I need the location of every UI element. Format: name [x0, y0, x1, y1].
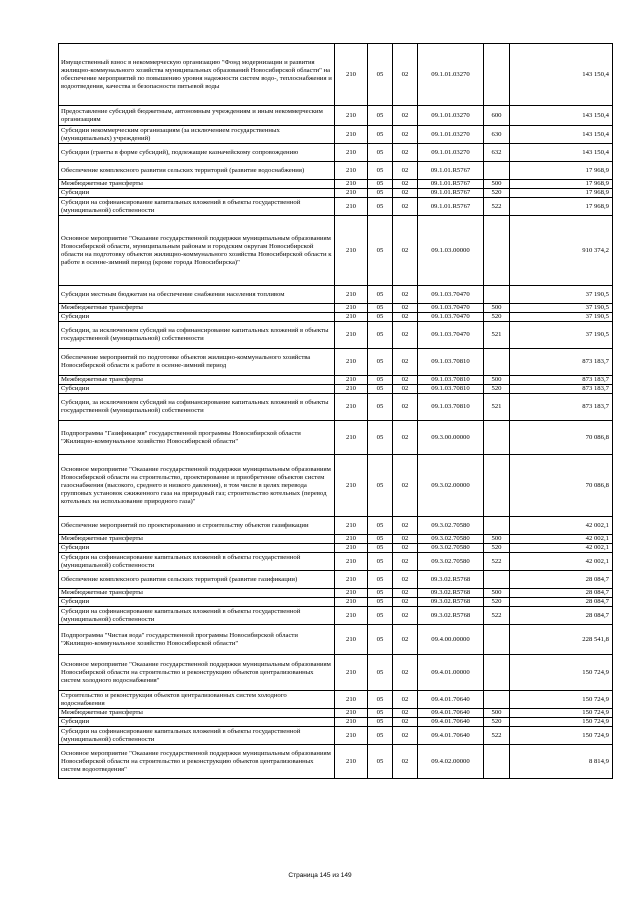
cell-ministry-code: 210: [335, 709, 368, 718]
table-row: [59, 571, 613, 589]
cell-expense-type: 522: [484, 198, 510, 216]
cell-ministry-code: 210: [335, 455, 368, 517]
cell-subsection: 02: [393, 180, 418, 189]
table-row: [59, 144, 613, 162]
cell-amount: 873 183,7: [510, 376, 613, 385]
table-row: [59, 607, 613, 625]
cell-description: Основное мероприятие "Оказание государственной поддержки муниципальным образованиям Новосибирской области на строительство и реконструкцию объектов централизованных систем водоотведения": [59, 745, 335, 779]
cell-expense-type: [484, 517, 510, 535]
cell-description: Обеспечение мероприятий по подготовке объектов жилищно-коммунального хозяйства Новосибирской области к работе в осенне-зимний период: [59, 349, 335, 376]
cell-target-article: 09.1.01.03270: [418, 44, 484, 106]
cell-section: 05: [368, 385, 393, 394]
cell-ministry-code: 210: [335, 189, 368, 198]
table-row: [59, 180, 613, 189]
cell-ministry-code: 210: [335, 216, 368, 286]
cell-target-article: 09.1.01.R5767: [418, 189, 484, 198]
cell-section: 05: [368, 126, 393, 144]
cell-section: 05: [368, 691, 393, 709]
table-row: [59, 655, 613, 691]
table-row: [59, 625, 613, 655]
cell-amount: 143 150,4: [510, 126, 613, 144]
cell-section: 05: [368, 180, 393, 189]
cell-amount: 8 814,9: [510, 745, 613, 779]
cell-subsection: 02: [393, 691, 418, 709]
cell-amount: 70 086,8: [510, 421, 613, 455]
cell-expense-type: 500: [484, 376, 510, 385]
cell-section: 05: [368, 727, 393, 745]
cell-expense-type: 520: [484, 189, 510, 198]
cell-section: 05: [368, 571, 393, 589]
cell-target-article: 09.4.01.70640: [418, 691, 484, 709]
cell-description: Субсидии: [59, 385, 335, 394]
table-row: [59, 198, 613, 216]
cell-description: Межбюджетные трансферты: [59, 589, 335, 598]
cell-target-article: 09.4.01.70640: [418, 709, 484, 718]
cell-target-article: 09.3.02.70580: [418, 517, 484, 535]
cell-target-article: 09.1.03.70470: [418, 313, 484, 322]
cell-expense-type: [484, 625, 510, 655]
cell-expense-type: [484, 349, 510, 376]
cell-section: 05: [368, 517, 393, 535]
cell-subsection: 02: [393, 313, 418, 322]
cell-section: 05: [368, 745, 393, 779]
cell-section: 05: [368, 349, 393, 376]
cell-target-article: 09.1.01.03270: [418, 126, 484, 144]
cell-amount: 28 084,7: [510, 571, 613, 589]
cell-amount: 17 968,9: [510, 180, 613, 189]
cell-target-article: 09.1.01.03270: [418, 106, 484, 126]
cell-section: 05: [368, 589, 393, 598]
cell-description: Субсидии, за исключением субсидий на софинансирование капитальных вложений в объекты государственной (муниципальной) собственности: [59, 394, 335, 421]
cell-subsection: 02: [393, 625, 418, 655]
cell-subsection: 02: [393, 535, 418, 544]
cell-expense-type: 632: [484, 144, 510, 162]
table-row: [59, 553, 613, 571]
cell-expense-type: [484, 162, 510, 180]
cell-amount: 150 724,9: [510, 655, 613, 691]
cell-ministry-code: 210: [335, 517, 368, 535]
cell-section: 05: [368, 106, 393, 126]
cell-amount: 873 183,7: [510, 349, 613, 376]
cell-description: Субсидии, за исключением субсидий на софинансирование капитальных вложений в объекты государственной (муниципальной) собственности: [59, 322, 335, 349]
cell-ministry-code: 210: [335, 313, 368, 322]
budget-table-body: [59, 44, 613, 779]
table-row: [59, 691, 613, 709]
cell-subsection: 02: [393, 517, 418, 535]
cell-target-article: 09.1.03.70810: [418, 349, 484, 376]
cell-description: Субсидии (гранты в форме субсидий), подлежащие казначейскому сопровождению: [59, 144, 335, 162]
cell-description: Обеспечение комплексного развития сельских территорий (развитие газификации): [59, 571, 335, 589]
cell-expense-type: 520: [484, 598, 510, 607]
table-row: [59, 313, 613, 322]
cell-section: 05: [368, 376, 393, 385]
cell-section: 05: [368, 598, 393, 607]
cell-expense-type: 522: [484, 553, 510, 571]
cell-target-article: 09.1.03.70470: [418, 286, 484, 304]
cell-expense-type: [484, 286, 510, 304]
table-row: [59, 162, 613, 180]
cell-amount: 42 002,1: [510, 535, 613, 544]
cell-ministry-code: 210: [335, 286, 368, 304]
cell-section: 05: [368, 607, 393, 625]
cell-target-article: 09.1.01.R5767: [418, 162, 484, 180]
cell-target-article: 09.4.01.70640: [418, 718, 484, 727]
cell-subsection: 02: [393, 745, 418, 779]
cell-target-article: 09.1.03.00000: [418, 216, 484, 286]
cell-amount: 228 541,8: [510, 625, 613, 655]
table-row: [59, 589, 613, 598]
cell-expense-type: 520: [484, 544, 510, 553]
cell-subsection: 02: [393, 421, 418, 455]
cell-expense-type: [484, 745, 510, 779]
cell-subsection: 02: [393, 216, 418, 286]
cell-expense-type: 500: [484, 180, 510, 189]
cell-ministry-code: 210: [335, 544, 368, 553]
table-row: [59, 126, 613, 144]
cell-description: Межбюджетные трансферты: [59, 376, 335, 385]
cell-amount: 910 374,2: [510, 216, 613, 286]
cell-description: Предоставление субсидий бюджетным, автономным учреждениям и иным некоммерческим организациям: [59, 106, 335, 126]
cell-subsection: 02: [393, 189, 418, 198]
cell-description: Межбюджетные трансферты: [59, 535, 335, 544]
cell-amount: 42 002,1: [510, 517, 613, 535]
cell-section: 05: [368, 655, 393, 691]
cell-target-article: 09.3.02.R5768: [418, 598, 484, 607]
budget-table: [58, 43, 613, 779]
cell-amount: 28 084,7: [510, 589, 613, 598]
cell-subsection: 02: [393, 709, 418, 718]
cell-ministry-code: 210: [335, 607, 368, 625]
cell-description: Субсидии некоммерческим организациям (за исключением государственных (муниципальных) учреждений): [59, 126, 335, 144]
table-row: [59, 517, 613, 535]
cell-expense-type: 522: [484, 727, 510, 745]
cell-description: Подпрограмма "Чистая вода" государственной программы Новосибирской области "Жилищно-коммунальное хозяйство Новосибирской области": [59, 625, 335, 655]
cell-amount: 17 968,9: [510, 198, 613, 216]
cell-target-article: 09.1.01.R5767: [418, 198, 484, 216]
cell-amount: 37 190,5: [510, 286, 613, 304]
cell-section: 05: [368, 535, 393, 544]
cell-section: 05: [368, 313, 393, 322]
cell-expense-type: 520: [484, 385, 510, 394]
cell-description: Межбюджетные трансферты: [59, 709, 335, 718]
cell-amount: 37 190,5: [510, 313, 613, 322]
cell-description: Подпрограмма "Газификация" государственной программы Новосибирской области "Жилищно-коммунальное хозяйство Новосибирской области": [59, 421, 335, 455]
cell-amount: 28 084,7: [510, 607, 613, 625]
cell-expense-type: [484, 421, 510, 455]
cell-ministry-code: 210: [335, 180, 368, 189]
cell-subsection: 02: [393, 455, 418, 517]
cell-section: 05: [368, 625, 393, 655]
table-row: [59, 709, 613, 718]
cell-target-article: 09.3.02.70580: [418, 535, 484, 544]
cell-ministry-code: 210: [335, 745, 368, 779]
table-row: [59, 376, 613, 385]
cell-section: 05: [368, 455, 393, 517]
cell-description: Субсидии на софинансирование капитальных вложений в объекты государственной (муниципальной) собственности: [59, 727, 335, 745]
cell-expense-type: 521: [484, 322, 510, 349]
cell-target-article: 09.1.03.70810: [418, 394, 484, 421]
cell-amount: 143 150,4: [510, 44, 613, 106]
cell-section: 05: [368, 189, 393, 198]
cell-section: 05: [368, 544, 393, 553]
cell-subsection: 02: [393, 126, 418, 144]
cell-expense-type: 520: [484, 718, 510, 727]
table-row: [59, 718, 613, 727]
cell-ministry-code: 210: [335, 625, 368, 655]
cell-description: Субсидии местным бюджетам на обеспечение снабжения населения топливом: [59, 286, 335, 304]
cell-description: Субсидии: [59, 718, 335, 727]
cell-target-article: 09.3.02.70580: [418, 553, 484, 571]
cell-description: Субсидии: [59, 598, 335, 607]
cell-description: Межбюджетные трансферты: [59, 180, 335, 189]
cell-section: 05: [368, 198, 393, 216]
cell-section: 05: [368, 304, 393, 313]
cell-amount: 28 084,7: [510, 598, 613, 607]
cell-expense-type: 500: [484, 304, 510, 313]
cell-amount: 143 150,4: [510, 144, 613, 162]
cell-subsection: 02: [393, 286, 418, 304]
cell-subsection: 02: [393, 598, 418, 607]
cell-subsection: 02: [393, 727, 418, 745]
cell-ministry-code: 210: [335, 322, 368, 349]
cell-amount: 873 183,7: [510, 394, 613, 421]
cell-subsection: 02: [393, 144, 418, 162]
cell-subsection: 02: [393, 376, 418, 385]
cell-ministry-code: 210: [335, 106, 368, 126]
cell-section: 05: [368, 709, 393, 718]
cell-subsection: 02: [393, 304, 418, 313]
cell-description: Субсидии на софинансирование капитальных вложений в объекты государственной (муниципальной) собственности: [59, 553, 335, 571]
cell-ministry-code: 210: [335, 553, 368, 571]
cell-expense-type: 521: [484, 394, 510, 421]
cell-target-article: 09.1.03.70470: [418, 322, 484, 349]
cell-amount: 150 724,9: [510, 718, 613, 727]
cell-subsection: 02: [393, 322, 418, 349]
cell-ministry-code: 210: [335, 421, 368, 455]
cell-amount: 17 968,9: [510, 189, 613, 198]
cell-amount: 37 190,5: [510, 322, 613, 349]
cell-amount: 37 190,5: [510, 304, 613, 313]
cell-section: 05: [368, 162, 393, 180]
cell-subsection: 02: [393, 385, 418, 394]
cell-description: Имущественный взнос в некоммерческую организацию "Фонд модернизации и развития жилищно-коммунального хозяйства муниципальных образований Новосибирской области" на обеспечение мероприятий по повышению уровня надежности систем водо-, теплоснабжения и водоотведения, качества и безопасности питьевой воды: [59, 44, 335, 106]
cell-description: Обеспечение мероприятий по проектированию и строительству объектов газификации: [59, 517, 335, 535]
cell-expense-type: 630: [484, 126, 510, 144]
cell-section: 05: [368, 718, 393, 727]
table-row: [59, 544, 613, 553]
table-row: [59, 727, 613, 745]
cell-target-article: 09.3.02.70580: [418, 544, 484, 553]
cell-subsection: 02: [393, 553, 418, 571]
cell-description: Субсидии: [59, 313, 335, 322]
cell-section: 05: [368, 421, 393, 455]
cell-ministry-code: 210: [335, 727, 368, 745]
cell-amount: 150 724,9: [510, 691, 613, 709]
table-row: [59, 385, 613, 394]
cell-description: Субсидии на софинансирование капитальных вложений в объекты государственной (муниципальной) собственности: [59, 198, 335, 216]
cell-description: Субсидии на софинансирование капитальных вложений в объекты государственной (муниципальной) собственности: [59, 607, 335, 625]
cell-target-article: 09.3.02.R5768: [418, 589, 484, 598]
cell-target-article: 09.1.03.70810: [418, 376, 484, 385]
cell-subsection: 02: [393, 544, 418, 553]
cell-target-article: 09.4.01.00000: [418, 655, 484, 691]
cell-target-article: 09.3.02.R5768: [418, 607, 484, 625]
page-content: [58, 43, 612, 779]
cell-subsection: 02: [393, 589, 418, 598]
cell-ministry-code: 210: [335, 535, 368, 544]
cell-target-article: 09.3.00.00000: [418, 421, 484, 455]
cell-ministry-code: 210: [335, 655, 368, 691]
cell-section: 05: [368, 286, 393, 304]
cell-amount: 143 150,4: [510, 106, 613, 126]
cell-subsection: 02: [393, 571, 418, 589]
cell-amount: 17 968,9: [510, 162, 613, 180]
cell-description: Строительство и реконструкция объектов централизованных систем холодного водоснабжения: [59, 691, 335, 709]
cell-ministry-code: 210: [335, 349, 368, 376]
cell-subsection: 02: [393, 718, 418, 727]
cell-section: 05: [368, 216, 393, 286]
cell-ministry-code: 210: [335, 162, 368, 180]
cell-subsection: 02: [393, 655, 418, 691]
cell-ministry-code: 210: [335, 691, 368, 709]
table-row: [59, 394, 613, 421]
cell-subsection: 02: [393, 44, 418, 106]
cell-section: 05: [368, 44, 393, 106]
cell-subsection: 02: [393, 106, 418, 126]
cell-subsection: 02: [393, 349, 418, 376]
cell-description: Основное мероприятие "Оказание государственной поддержки муниципальным образованиям Новосибирской области на строительство, проектирование и приобретение объектов систем газоснабжения (высокого, среднего и низкого давления), в том числе в целях перевода групповых установок сжиженного газа на природный газ; строительство котельных (перевод котельных на использование природного газа)": [59, 455, 335, 517]
cell-description: Основное мероприятие "Оказание государственной поддержки муниципальным образованиям Новосибирской области, муниципальным районам и городским округам Новосибирской области на подготовку объектов жилищно-коммунального хозяйства Новосибирской области к работе в осенне-зимний период (кроме города Новосибирска)": [59, 216, 335, 286]
cell-amount: 150 724,9: [510, 727, 613, 745]
cell-description: Обеспечение комплексного развития сельских территорий (развитие водоснабжения): [59, 162, 335, 180]
cell-ministry-code: 210: [335, 394, 368, 421]
cell-expense-type: 520: [484, 313, 510, 322]
cell-amount: 70 086,8: [510, 455, 613, 517]
table-row: [59, 349, 613, 376]
cell-expense-type: [484, 44, 510, 106]
cell-description: Субсидии: [59, 544, 335, 553]
cell-expense-type: 500: [484, 535, 510, 544]
cell-description: Межбюджетные трансферты: [59, 304, 335, 313]
table-row: [59, 535, 613, 544]
cell-target-article: 09.4.02.00000: [418, 745, 484, 779]
cell-ministry-code: 210: [335, 144, 368, 162]
table-row: [59, 44, 613, 106]
cell-expense-type: [484, 691, 510, 709]
cell-expense-type: [484, 455, 510, 517]
cell-subsection: 02: [393, 394, 418, 421]
cell-section: 05: [368, 322, 393, 349]
cell-ministry-code: 210: [335, 718, 368, 727]
cell-target-article: 09.1.01.R5767: [418, 180, 484, 189]
table-row: [59, 455, 613, 517]
cell-amount: 42 002,1: [510, 553, 613, 571]
cell-target-article: 09.1.03.70470: [418, 304, 484, 313]
table-row: [59, 322, 613, 349]
table-row: [59, 421, 613, 455]
cell-description: Субсидии: [59, 189, 335, 198]
cell-ministry-code: 210: [335, 385, 368, 394]
table-row: [59, 598, 613, 607]
cell-subsection: 02: [393, 198, 418, 216]
cell-section: 05: [368, 553, 393, 571]
cell-expense-type: 500: [484, 589, 510, 598]
cell-expense-type: [484, 571, 510, 589]
table-row: [59, 286, 613, 304]
cell-target-article: 09.4.01.70640: [418, 727, 484, 745]
cell-expense-type: [484, 655, 510, 691]
cell-target-article: 09.1.03.70810: [418, 385, 484, 394]
cell-ministry-code: 210: [335, 126, 368, 144]
cell-target-article: 09.3.02.R5768: [418, 571, 484, 589]
cell-expense-type: 522: [484, 607, 510, 625]
table-row: [59, 216, 613, 286]
cell-subsection: 02: [393, 162, 418, 180]
cell-description: Основное мероприятие "Оказание государственной поддержки муниципальным образованиям Новосибирской области на строительство и реконструкцию объектов централизованных систем холодного водоснабжения": [59, 655, 335, 691]
cell-amount: 150 724,9: [510, 709, 613, 718]
cell-ministry-code: 210: [335, 44, 368, 106]
cell-section: 05: [368, 144, 393, 162]
table-row: [59, 745, 613, 779]
cell-target-article: 09.4.00.00000: [418, 625, 484, 655]
cell-expense-type: 600: [484, 106, 510, 126]
cell-ministry-code: 210: [335, 376, 368, 385]
cell-amount: 873 183,7: [510, 385, 613, 394]
cell-subsection: 02: [393, 607, 418, 625]
table-row: [59, 189, 613, 198]
cell-target-article: 09.1.01.03270: [418, 144, 484, 162]
page-footer: Страница 145 из 149: [288, 872, 352, 879]
table-row: [59, 106, 613, 126]
cell-ministry-code: 210: [335, 571, 368, 589]
cell-section: 05: [368, 394, 393, 421]
cell-target-article: 09.3.02.00000: [418, 455, 484, 517]
cell-ministry-code: 210: [335, 304, 368, 313]
cell-ministry-code: 210: [335, 598, 368, 607]
cell-ministry-code: 210: [335, 589, 368, 598]
table-row: [59, 304, 613, 313]
cell-amount: 42 002,1: [510, 544, 613, 553]
cell-expense-type: [484, 216, 510, 286]
cell-expense-type: 500: [484, 709, 510, 718]
cell-ministry-code: 210: [335, 198, 368, 216]
